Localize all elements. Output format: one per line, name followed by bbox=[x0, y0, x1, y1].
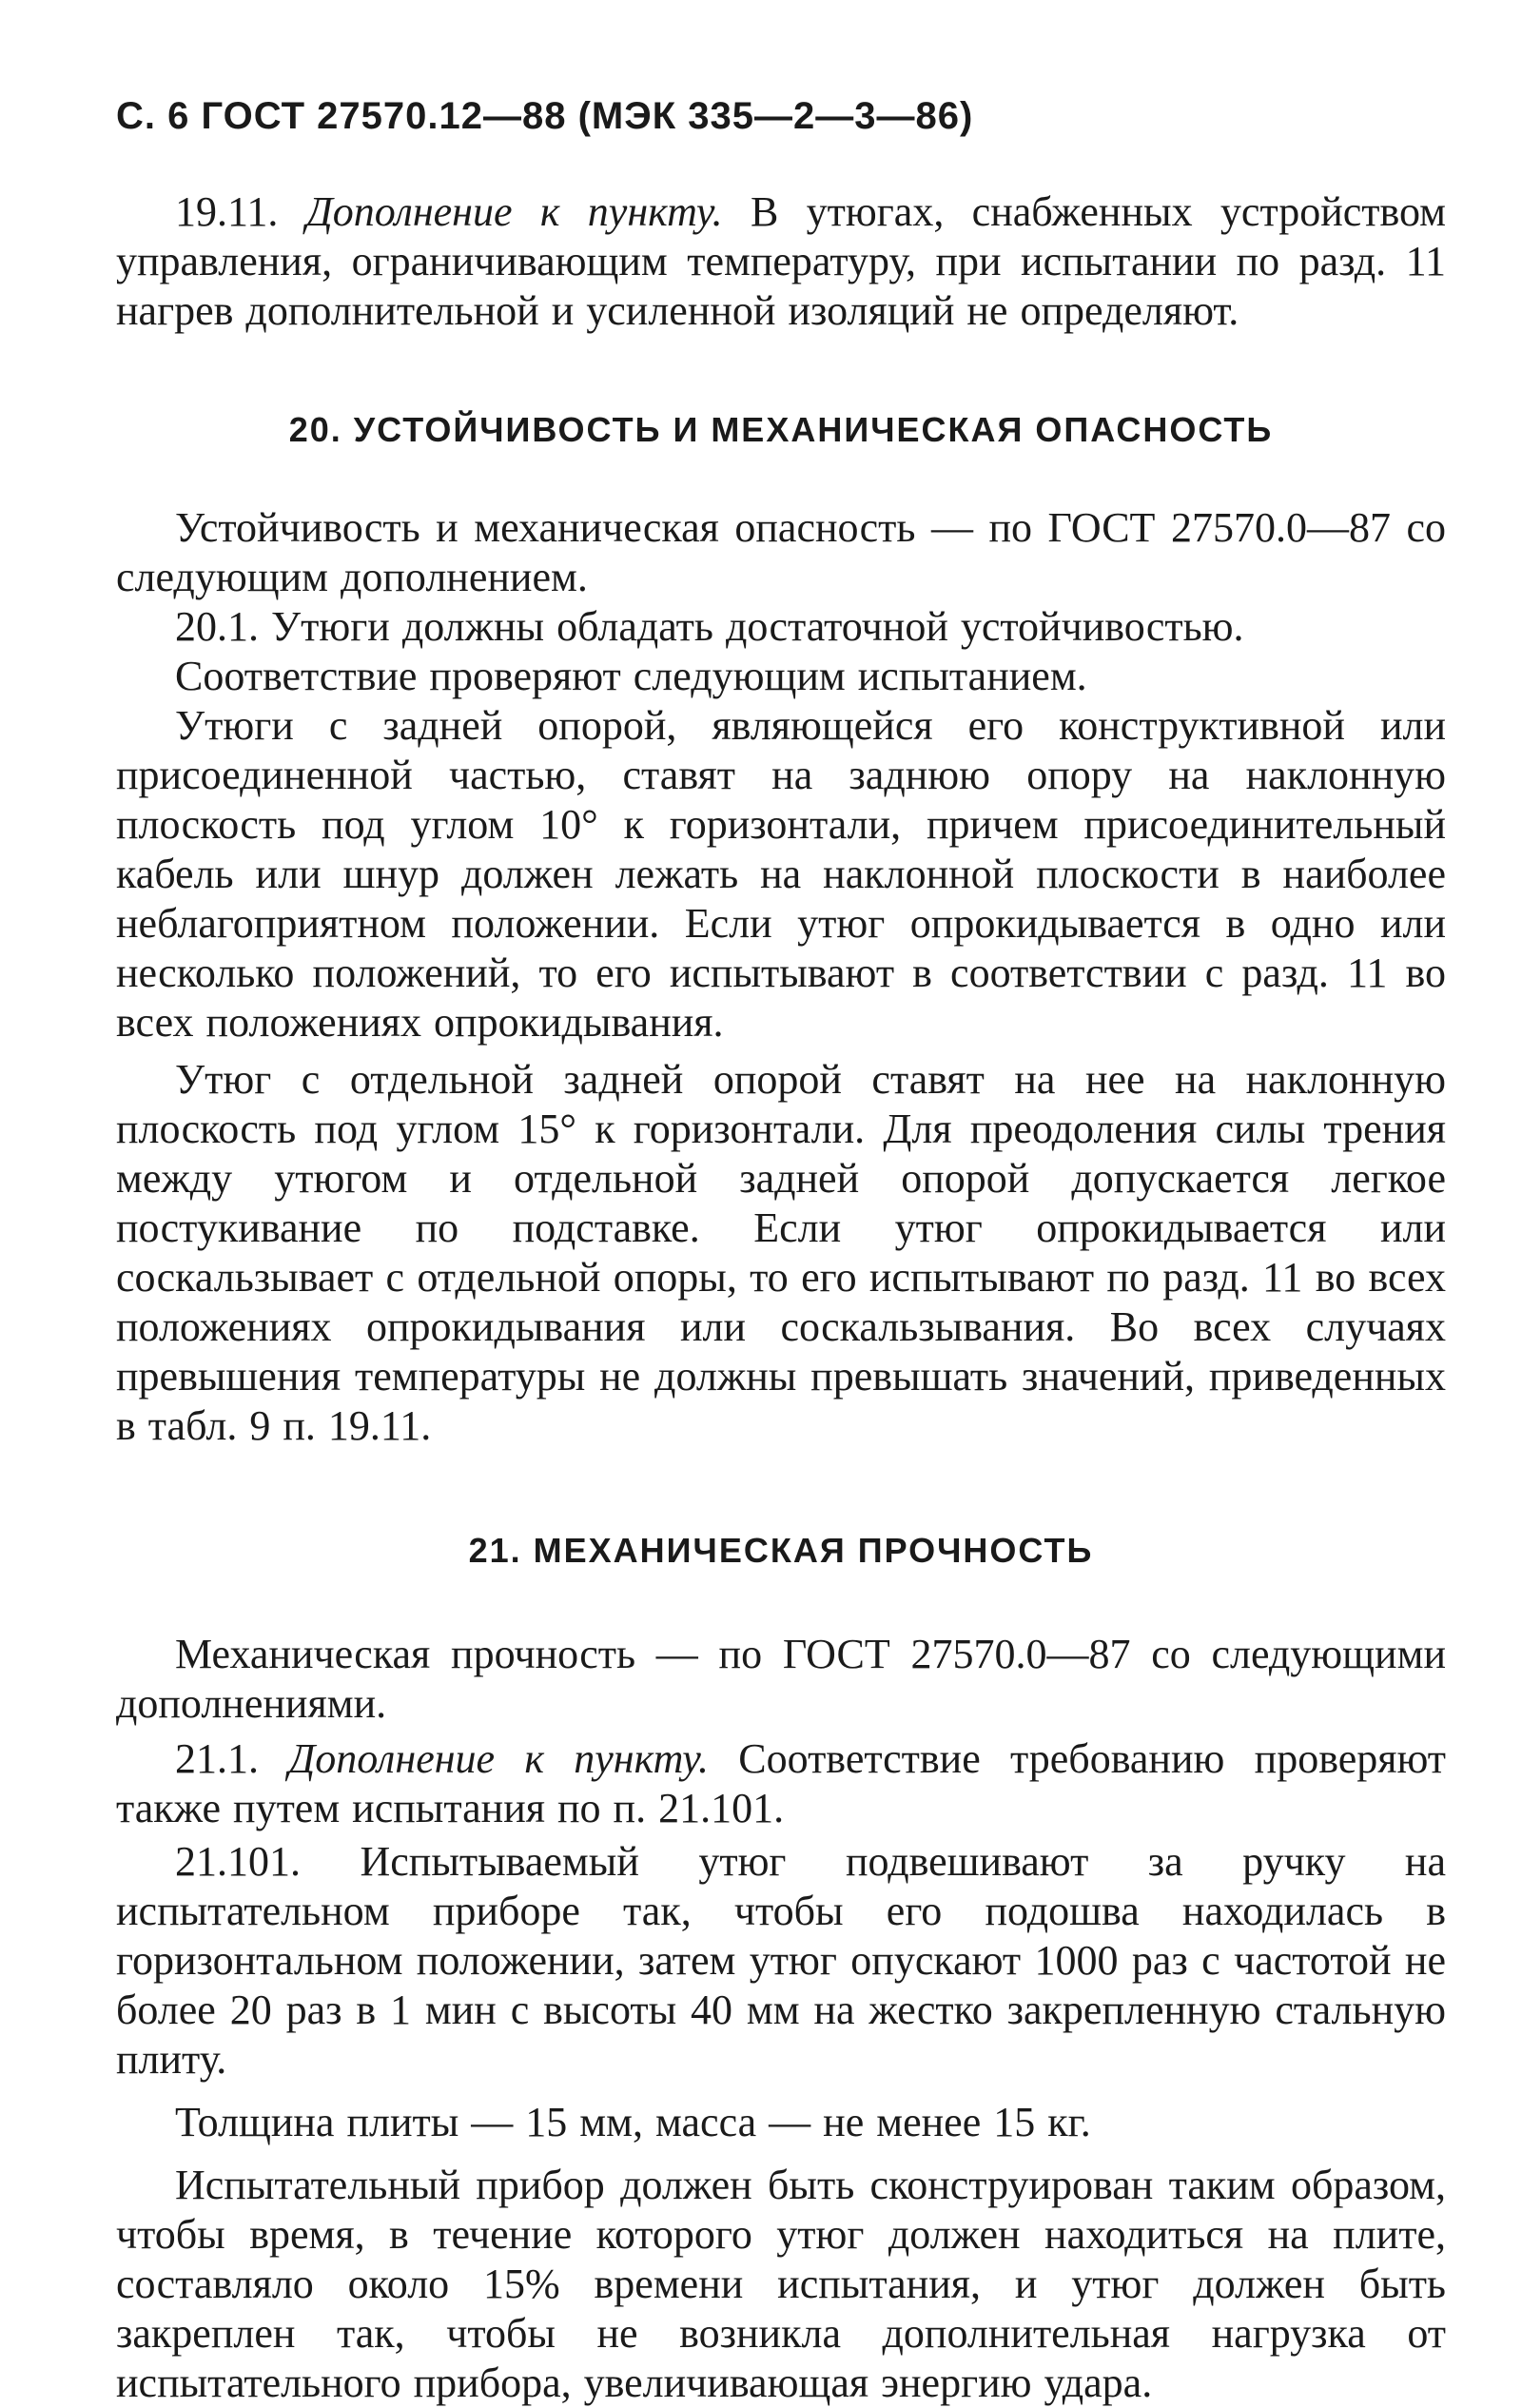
section-heading-21: 21. МЕХАНИЧЕСКАЯ ПРОЧНОСТЬ bbox=[468, 1531, 1094, 1570]
clause-number: 19.11. bbox=[175, 188, 279, 235]
section-21-intro: Механическая прочность — по ГОСТ 27570.0—87 со следующими дополнениями. bbox=[116, 1631, 1446, 1727]
clause-21-1 bbox=[116, 1734, 1446, 1833]
clause-label: Дополнение к пункту. bbox=[305, 188, 723, 235]
section-21-apparatus-paragraph: Испытательный прибор должен быть сконструирован таким образом, чтобы время, в течение которого утюг должен находиться на плите, составляло около 15% времени испытания, и утюг должен быть закреплен так, чтобы не возникла дополнительная нагрузка от испытательного прибора, увеличивающая энергию удара. bbox=[116, 2162, 1446, 2406]
section-heading-20: 20. УСТОЙЧИВОСТЬ И МЕХАНИЧЕСКАЯ ОПАСНОСТЬ bbox=[288, 410, 1274, 449]
clause-text: В утюгах, снабженных устройством управления, ограничивающим температуру, при испытании по разд. 11 нагрев дополнительной и усиленной изоляций не определяют. bbox=[116, 188, 1446, 334]
section-20-intro: Устойчивость и механическая опасность — по ГОСТ 27570.0—87 со следующим дополнением. bbox=[116, 504, 1446, 600]
clause-19-11 bbox=[116, 187, 1446, 336]
clause-label: Дополнение к пункту. bbox=[288, 1735, 710, 1782]
document-page bbox=[116, 95, 1446, 2408]
clause-21-101: 21.101. Испытываемый утюг подвешивают за ручку на испытательном приборе так, чтобы его подошва находилась в горизонтальном положении, затем утюг опускают 1000 раз с частотой не более 20 раз в 1 мин с высоты 40 мм на жестко закрепленную стальную плиту. bbox=[116, 1838, 1446, 2083]
section-20-check: Соответствие проверяют следующим испытанием. bbox=[175, 653, 1087, 699]
section-20-separate-support-paragraph: Утюг с отдельной задней опорой ставят на нее на наклонную плоскость под углом 15° к горизонтали. Для преодоления силы трения между утюгом и отдельной задней опорой допускается легкое постукивание по подставке. Если утюг опрокидывается или соскальзывает с отдельной опоры, то его испытывают по разд. 11 во всех положениях опрокидывания или соскальзывания. Во всех случаях превышения температуры не должны превышать значений, приведенных в табл. 9 п. 19.11. bbox=[116, 1056, 1446, 1449]
clause-number: 21.1. bbox=[175, 1735, 259, 1782]
section-21-plate-paragraph: Толщина плиты — 15 мм, масса — не менее 15 кг. bbox=[175, 2099, 1091, 2145]
section-20-rear-support-paragraph: Утюги с задней опорой, являющейся его конструктивной или присоединенной частью, ставят на заднюю опору на наклонную плоскость под углом 10° к горизонтали, причем присоединительный кабель или шнур должен лежать на наклонной плоскости в наиболее неблагоприятном положении. Если утюг опрокидывается в одно или несколько положений, то его испытывают в соответствии с разд. 11 во всех положениях опрокидывания. bbox=[116, 702, 1446, 1046]
running-head: С. 6 ГОСТ 27570.12—88 (МЭК 335—2—3—86) bbox=[116, 95, 974, 137]
clause-20-1: 20.1. Утюги должны обладать достаточной устойчивостью. bbox=[175, 603, 1244, 650]
clause-text: Соответствие требованию проверяют также путем испытания по п. 21.101. bbox=[116, 1735, 1447, 1831]
